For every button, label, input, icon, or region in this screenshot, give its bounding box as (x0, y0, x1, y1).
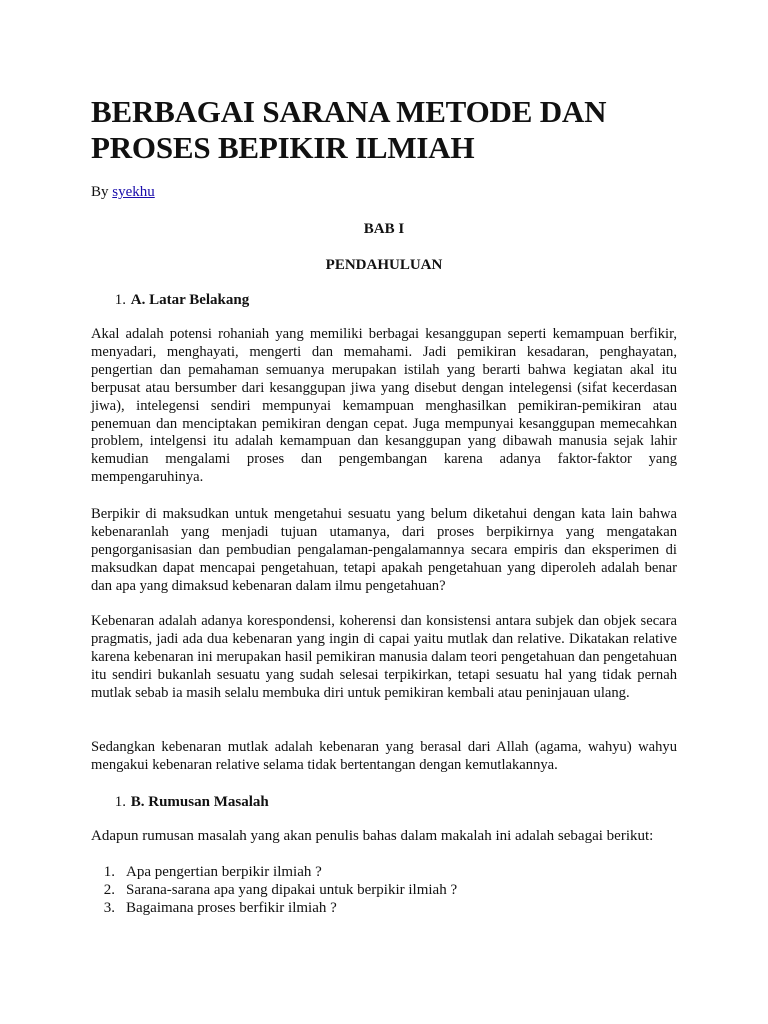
byline (91, 183, 155, 201)
list-number: 1. (103, 864, 115, 880)
list-number: 2. (103, 882, 115, 898)
author-link[interactable]: syekhu (112, 184, 155, 200)
list-text: Bagaimana proses berfikir ilmiah ? (126, 900, 337, 916)
chapter-label: BAB I (363, 221, 405, 237)
chapter-title: PENDAHULUAN (325, 257, 443, 273)
questions-list (81, 863, 667, 917)
list-item (81, 881, 667, 899)
section-heading-a (82, 291, 249, 309)
section-label: B. Rumusan Masalah (130, 794, 269, 810)
paragraph-3: Kebenaran adalah adanya korespondensi, koherensi dan konsistensi antara subjek dan objek secara pragmatis, jadi ada dua kebenaran yang ingin di capai yaitu mutlak dan relative. Dikatakan relative karena kebenaran ini merupakan hasil pemikiran manusia dalam teori pengetahuan dan pengetahuan itu sendiri bukanlah sesuatu yang sudah selesai terpikirkan, tetapi sesuatu hal yang tidak pernah mutlak sebab ia masih selalu membuka diri untuk pemikiran kembali atau peninjauan ulang. (91, 613, 677, 701)
section-heading-b (82, 793, 269, 811)
section-number: 1. (114, 794, 126, 810)
list-number: 3. (103, 900, 115, 916)
paragraph-4: Sedangkan kebenaran mutlak adalah kebenaran yang berasal dari Allah (agama, wahyu) wahyu mengakui kebenaran relative selama tidak bertentangan dengan kemutlakannya. (91, 739, 677, 773)
list-item (81, 899, 667, 917)
section-label: A. Latar Belakang (130, 292, 250, 308)
list-text: Sarana-sarana apa yang dipakai untuk berpikir ilmiah ? (126, 882, 458, 898)
list-item (81, 863, 667, 881)
byline-prefix: By (91, 184, 109, 200)
page-title: BERBAGAI SARANA METODE DAN PROSES BEPIKIR ILMIAH (91, 94, 607, 165)
section-number: 1. (114, 292, 126, 308)
intro-paragraph: Adapun rumusan masalah yang akan penulis bahas dalam makalah ini adalah sebagai berikut: (91, 828, 654, 844)
list-text: Apa pengertian berpikir ilmiah ? (126, 864, 322, 880)
paragraph-1: Akal adalah potensi rohaniah yang memiliki berbagai kesanggupan seperti kemampuan berfikir, menyadari, menghayati, mengerti dan memahami. Jadi pemikiran kesadaran, penghayatan, pengertian dan pemahaman semuanya merupakan istilah yang berarti bahwa kegiatan akal itu berpusat atau bersumber dari kesanggupan jiwa yang disebut dengan intelegensi (sifat kecerdasan jiwa), intelegensi sendiri mempunyai kemampuan menghasilkan pemikiran-pemikiran atau penemuan dan menciptakan pemikiran dengan cepat. Juga mempunyai kesanggupan memecahkan problem, intelgensi itu adalah kemampuan dan kesanggupan yang dibawah manusia sejak lahir kemudian mengalami proses dan pengembangan karena adanya faktor-faktor yang mempengaruhinya. (91, 326, 677, 486)
paragraph-2: Berpikir di maksudkan untuk mengetahui sesuatu yang belum diketahui dengan kata lain bahwa kebenaranlah yang menjadi tujuan utamanya, dari proses berpikirnya yang mengatakan pengorganisasian dan pembudian pengalaman-pengalamannya secara empiris dan eksperimen di maksudkan dapat mencapai pengetahuan, tetapi apakah pengetahuan yang diperoleh adalah benar dan apa yang dimaksud kebenaran dalam ilmu pengetahuan? (91, 506, 677, 594)
